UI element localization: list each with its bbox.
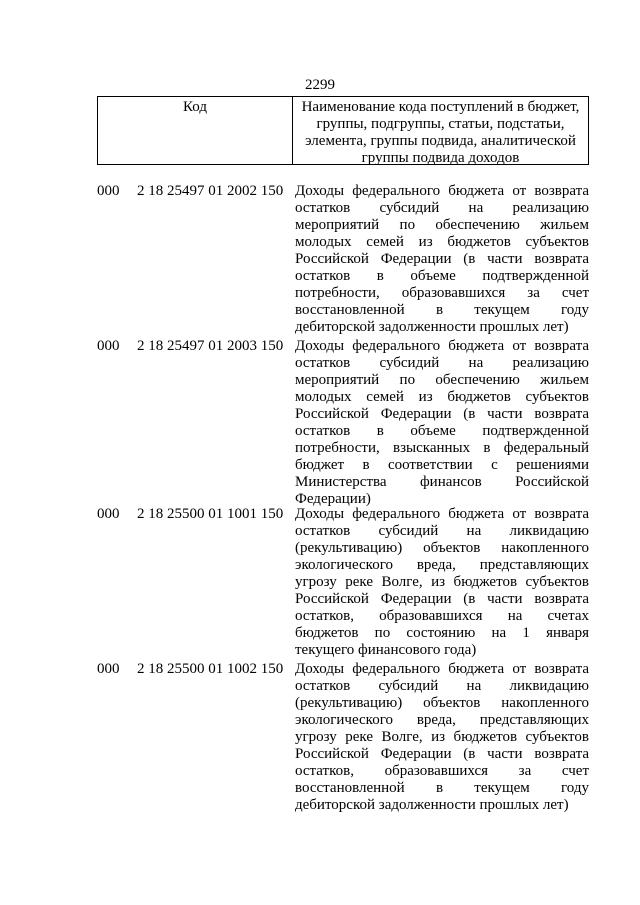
row-admin-code: 000 [97, 183, 120, 199]
table-body [97, 183, 589, 821]
row-revenue-name: Доходы федерального бюджета от возврата остатков субсидий на реализацию мероприятий по обеспечению жильем молодых семей из бюджетов субъектов Российской Федерации (в части возврата остатков в объеме подтвержденной потребности, образовавшихся за счет восстановленной в текущем году дебиторской задолженности прошлых лет) [295, 183, 589, 335]
table-row [97, 183, 589, 338]
header-name: Наименование кода поступлений в бюджет, группы, подгруппы, статьи, подстатьи, элемента, группы подвида, аналитической группы подвида доходов [301, 99, 580, 166]
row-revenue-name: Доходы федерального бюджета от возврата остатков субсидий на ликвидацию (рекультивацию) объектов накопленного экологического вреда, представляющих угрозу реке Волге, из бюджетов субъектов Российской Федерации (в части возврата остатков, образовавшихся на счетах бюджетов по состоянию на 1 января текущего финансового года) [295, 506, 589, 658]
row-admin-code: 000 [97, 338, 120, 354]
header-code: Код [98, 97, 293, 164]
table-row [97, 506, 589, 661]
table-header [97, 96, 589, 165]
row-revenue-code: 2 18 25500 01 1002 150 [137, 661, 284, 677]
row-revenue-code: 2 18 25497 01 2003 150 [137, 338, 284, 354]
row-admin-code: 000 [97, 661, 120, 677]
table-row [97, 338, 589, 506]
row-revenue-code: 2 18 25500 01 1001 150 [137, 506, 284, 522]
page-number: 2299 [305, 77, 335, 93]
row-revenue-name: Доходы федерального бюджета от возврата остатков субсидий на ликвидацию (рекультивацию) объектов накопленного экологического вреда, представляющих угрозу реке Волге, из бюджетов субъектов Российской Федерации (в части возврата остатков, образовавшихся за счет восстановленной в текущем году дебиторской задолженности прошлых лет) [295, 661, 589, 813]
row-revenue-name: Доходы федерального бюджета от возврата остатков субсидий на реализацию мероприятий по обеспечению жильем молодых семей из бюджетов субъектов Российской Федерации (в части возврата остатков в объеме подтвержденной потребности, взысканных в федеральный бюджет в соответствии с решениями Министерства финансов Российской Федерации) [295, 338, 589, 507]
table-row [97, 661, 589, 821]
row-admin-code: 000 [97, 506, 120, 522]
row-revenue-code: 2 18 25497 01 2002 150 [137, 183, 284, 199]
